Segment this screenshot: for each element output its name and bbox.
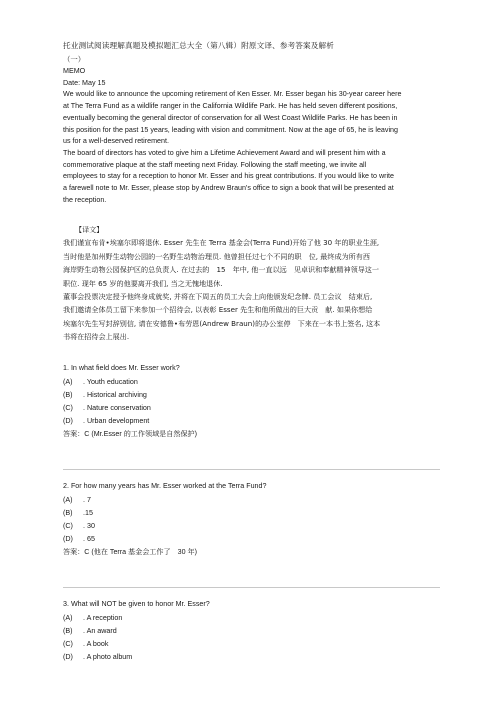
option-label: (B) <box>63 627 73 635</box>
option-text: . Nature conservation <box>83 404 151 412</box>
option-label: (A) <box>63 614 73 622</box>
translation-para2-line: 埃塞尔先生写封辞别信, 请在安德鲁•布劳恩(Andrew Braun)的办公室停 下来在一本书上签名, 这本 <box>63 318 381 328</box>
option-c <box>63 638 441 651</box>
option-text: . A reception <box>83 614 123 622</box>
option-b <box>63 625 441 638</box>
option-d <box>63 415 441 428</box>
option-text: . Youth education <box>83 378 138 386</box>
option-text: . An award <box>83 627 117 635</box>
option-b <box>63 389 441 402</box>
memo-para2-line: employees to stay for a reception to honor Mr. Esser and his great contributions. If you would like to write <box>63 172 395 181</box>
option-label: (D) <box>63 417 73 425</box>
option-text: .15 <box>83 509 93 517</box>
divider <box>63 469 440 470</box>
option-label: (C) <box>63 522 73 530</box>
memo-para1-line: us for a well-deserved retirement. <box>63 137 169 146</box>
question-title: 3. What will NOT be given to honor Mr. Esser? <box>63 600 210 608</box>
section-number: （一） <box>63 55 86 64</box>
memo-para1-line: at The Terra Fund as a wildlife ranger in the California Wildlife Park. He has held seven different positions, <box>63 102 398 111</box>
memo-para1-line: this position for the past 15 years, leading with vision and commitment. Now at the age of 65, he is leaving <box>63 125 398 134</box>
translation-heading: 【译文】 <box>75 225 104 234</box>
option-b <box>63 507 441 520</box>
question-3 <box>63 600 441 664</box>
option-a <box>63 376 441 389</box>
memo-block <box>63 66 441 206</box>
option-text: . 30 <box>83 522 95 530</box>
answer-text: 答案：C (Mr.Esser 的工作领域是自然保护) <box>63 430 197 438</box>
divider <box>63 587 440 588</box>
document-title: 托业测试阅读理解真题及模拟题汇总大全（第八辑）附原文译、参考答案及解析 <box>63 41 335 50</box>
option-label: (A) <box>63 378 73 386</box>
translation-para1-line: 我们谨宣布肯•埃塞尔即将退休. Esser 先生在 Terra 基金会(Terra Fund)开始了他 30 年的职业生涯, <box>63 238 380 248</box>
option-c <box>63 402 441 415</box>
question-1 <box>63 364 441 441</box>
translation-para1-line: 职位. 现年 65 岁的他要离开我们, 当之无愧地退休. <box>63 278 223 288</box>
translation-block <box>63 223 441 344</box>
memo-para1-line: We would like to announce the upcoming retirement of Ken Esser. Mr. Esser began his 30-year career here <box>63 90 402 99</box>
option-c <box>63 520 441 533</box>
option-d <box>63 533 441 546</box>
question-title: 2. For how many years has Mr. Esser worked at the Terra Fund? <box>63 482 267 490</box>
option-label: (D) <box>63 535 73 543</box>
option-label: (B) <box>63 509 73 517</box>
option-text: . A photo album <box>83 653 133 661</box>
memo-para2-line: a farewell note to Mr. Esser, please stop by Andrew Braun's office to sign a book that will be presented at <box>63 184 394 193</box>
translation-para2-line: 书将在招待会上展出. <box>63 332 130 342</box>
option-label: (A) <box>63 496 73 504</box>
option-text: . 7 <box>83 496 91 504</box>
option-label: (C) <box>63 640 73 648</box>
translation-para2-line: 董事会投票决定授予他终身成就奖, 并将在下周五的员工大会上向他颁发纪念牌. 员工会议 结束后, <box>63 292 373 302</box>
option-text: . A book <box>83 640 109 648</box>
option-text: . Historical archiving <box>83 391 147 399</box>
memo-heading: MEMO <box>63 67 86 75</box>
translation-para1-line: 当时他是加州野生动物公园的一名野生动物治理员. 他曾担任过七个不同的职 位, 最终成为所有西 <box>63 251 370 261</box>
question-title: 1. In what field does Mr. Esser work? <box>63 364 180 372</box>
option-a <box>63 494 441 507</box>
memo-para1-line: eventually becoming the general director of conservation for all West Coast Wildlife Parks. He has been in <box>63 113 398 122</box>
answer-text: 答案：C (他在 Terra 基金会工作了 30 年) <box>63 548 198 556</box>
memo-para2-line: the reception. <box>63 195 107 204</box>
option-label: (B) <box>63 391 73 399</box>
option-text: . 65 <box>83 535 95 543</box>
option-a <box>63 612 441 625</box>
option-label: (C) <box>63 404 73 412</box>
memo-para2-line: commemorative plaque at the staff meeting next Friday. Following the staff meeting, we invite all <box>63 160 367 169</box>
translation-para2-line: 我们邀请全体员工留下来参加一个招待会, 以表彰 Esser 先生和他所做出的巨大贡 献. 如果你想给 <box>63 305 373 315</box>
memo-date: Date: May 15 <box>63 78 106 87</box>
option-text: . Urban development <box>83 417 150 425</box>
memo-para2-line: The board of directors has voted to give him a Lifetime Achievement Award and will present him with a <box>63 148 386 157</box>
question-2 <box>63 482 441 559</box>
option-label: (D) <box>63 653 73 661</box>
translation-para1-line: 海岸野生动物公园保护区的总负责人. 在过去的 15 年中, 他一直以远 见卓识和奉献精神领导这一 <box>63 265 379 275</box>
option-d <box>63 651 441 664</box>
